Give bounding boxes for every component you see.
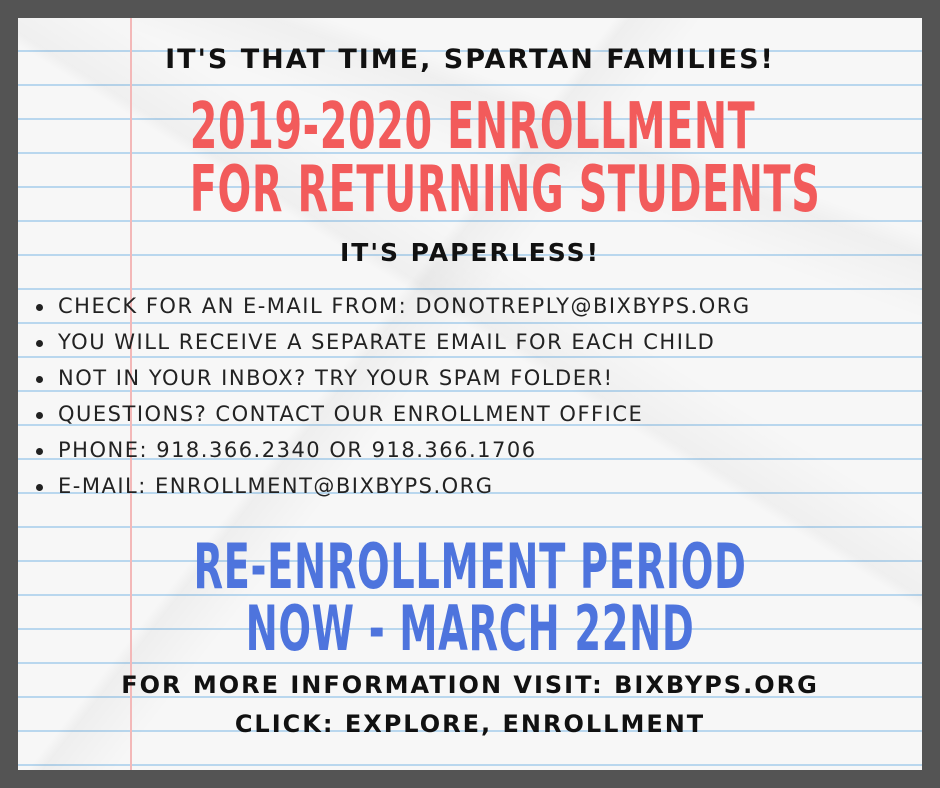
notebook-paper-background bbox=[18, 18, 922, 770]
bullet-text: QUESTIONS? CONTACT OUR ENROLLMENT OFFICE bbox=[58, 402, 644, 426]
bullet-text: CHECK FOR AN E-MAIL FROM: DONOTREPLY@BIXBYPS.ORG bbox=[58, 294, 751, 318]
title-line-1: 2019-2020 ENROLLMENT bbox=[189, 90, 756, 164]
bullet-text: PHONE: 918.366.2340 OR 918.366.1706 bbox=[58, 438, 537, 462]
list-item bbox=[34, 396, 751, 432]
list-item bbox=[34, 360, 751, 396]
bullet-dot-icon bbox=[36, 340, 43, 347]
bullet-text: YOU WILL RECEIVE A SEPARATE EMAIL FOR EACH CHILD bbox=[58, 330, 716, 354]
list-item bbox=[34, 324, 751, 360]
click-instructions-line: CLICK: EXPLORE, ENROLLMENT bbox=[234, 710, 706, 738]
paperless-heading: IT'S PAPERLESS! bbox=[339, 238, 601, 267]
title-line-2: FOR RETURNING STUDENTS bbox=[189, 153, 821, 227]
bullet-dot-icon bbox=[36, 304, 43, 311]
period-line-2: NOW - MARCH 22ND bbox=[245, 592, 695, 665]
period-line-1: RE-ENROLLMENT PERIOD bbox=[193, 530, 747, 603]
bullet-dot-icon bbox=[36, 484, 43, 491]
list-item bbox=[34, 288, 751, 324]
bullet-dot-icon bbox=[36, 448, 43, 455]
bullet-dot-icon bbox=[36, 376, 43, 383]
intro-heading: IT'S THAT TIME, SPARTAN FAMILIES! bbox=[165, 44, 775, 75]
bullet-text: NOT IN YOUR INBOX? TRY YOUR SPAM FOLDER! bbox=[58, 366, 614, 390]
list-item bbox=[34, 468, 751, 504]
more-info-line: FOR MORE INFORMATION VISIT: BIXBYPS.ORG bbox=[121, 671, 819, 699]
bullet-text: E-MAIL: ENROLLMENT@BIXBYPS.ORG bbox=[58, 474, 494, 498]
info-bullet-list bbox=[34, 288, 751, 504]
list-item bbox=[34, 432, 751, 468]
bullet-dot-icon bbox=[36, 412, 43, 419]
